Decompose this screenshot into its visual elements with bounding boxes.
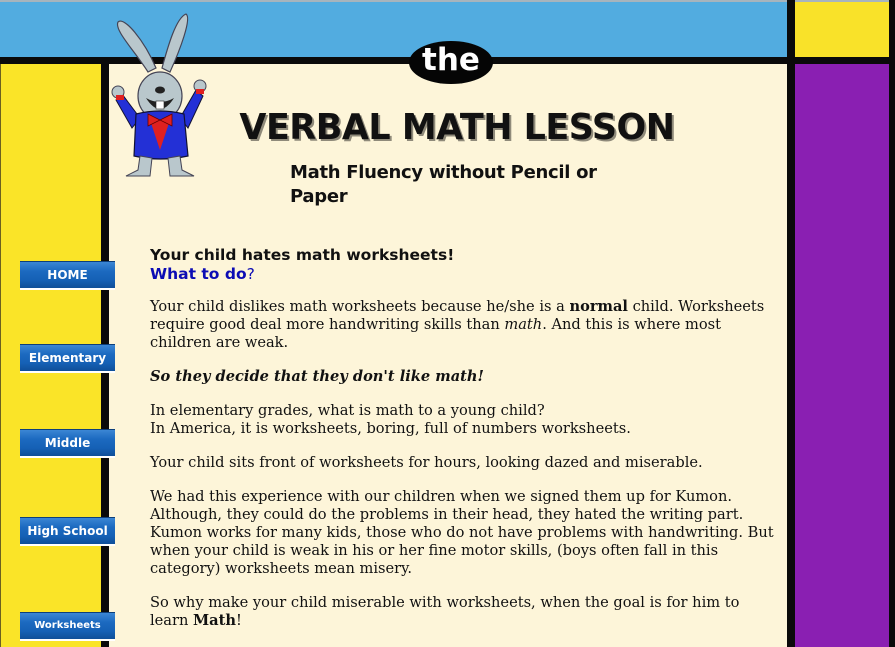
what-to-do-link[interactable]: What to do xyxy=(150,265,247,283)
p6-bold: Math xyxy=(193,612,236,629)
nav-middle-button[interactable]: Middle xyxy=(20,429,115,458)
paragraph-5: We had this experience with our children when we signed them up for Kumon. Although, they could do the problems in their head, they hated the writing part. Kumon works for many kids, those who do not have problems with handwriting. But when your child is weak in his or her fine motor skills, (boys often fall in this category) worksheets mean misery. xyxy=(150,488,774,577)
p1-text-c: . And this is where most children are weak. xyxy=(150,316,722,351)
paragraph-3 xyxy=(150,402,782,438)
subheading-suffix: ? xyxy=(246,265,255,283)
article-subheading xyxy=(150,265,782,284)
p1-bold: normal xyxy=(569,298,628,315)
the-badge: the xyxy=(409,41,493,84)
right-edge xyxy=(889,0,895,647)
p6-text: So why make your child miserable with worksheets, when the goal is for him to learn xyxy=(150,594,740,629)
nav-elementary-button[interactable]: Elementary xyxy=(20,344,115,373)
article-heading: Your child hates math worksheets! xyxy=(150,246,455,264)
right-yellow-block xyxy=(795,2,889,57)
rabbit-mascot-icon xyxy=(104,10,214,178)
article xyxy=(150,246,782,646)
p1-italic: math xyxy=(504,316,543,333)
right-purple-column xyxy=(795,64,889,647)
paragraph-4: Your child sits front of worksheets for hours, looking dazed and miserable. xyxy=(150,454,703,471)
p1-text-a: Your child dislikes math worksheets because he/she is a xyxy=(150,298,570,315)
site-title: VERBAL MATH LESSON xyxy=(239,107,675,148)
nav-home-button[interactable]: HOME xyxy=(20,261,115,290)
paragraph-6 xyxy=(150,594,782,630)
p3-line-1: In elementary grades, what is math to a young child? xyxy=(150,402,545,419)
nav-worksheets-button[interactable]: Worksheets xyxy=(20,612,115,641)
site-subtitle: Math Fluency without Pencil or Paper xyxy=(290,162,597,207)
nav-high-school-button[interactable]: High School xyxy=(20,517,115,546)
right-divider xyxy=(787,0,795,647)
paragraph-1 xyxy=(150,298,782,352)
paragraph-2: So they decide that they don't like math! xyxy=(150,368,484,385)
p1-text-b: child. Worksheets require good deal more handwriting skills than xyxy=(150,298,765,333)
p3-line-2: In America, it is worksheets, boring, full of numbers worksheets. xyxy=(150,420,631,437)
p6-end: ! xyxy=(236,612,242,629)
